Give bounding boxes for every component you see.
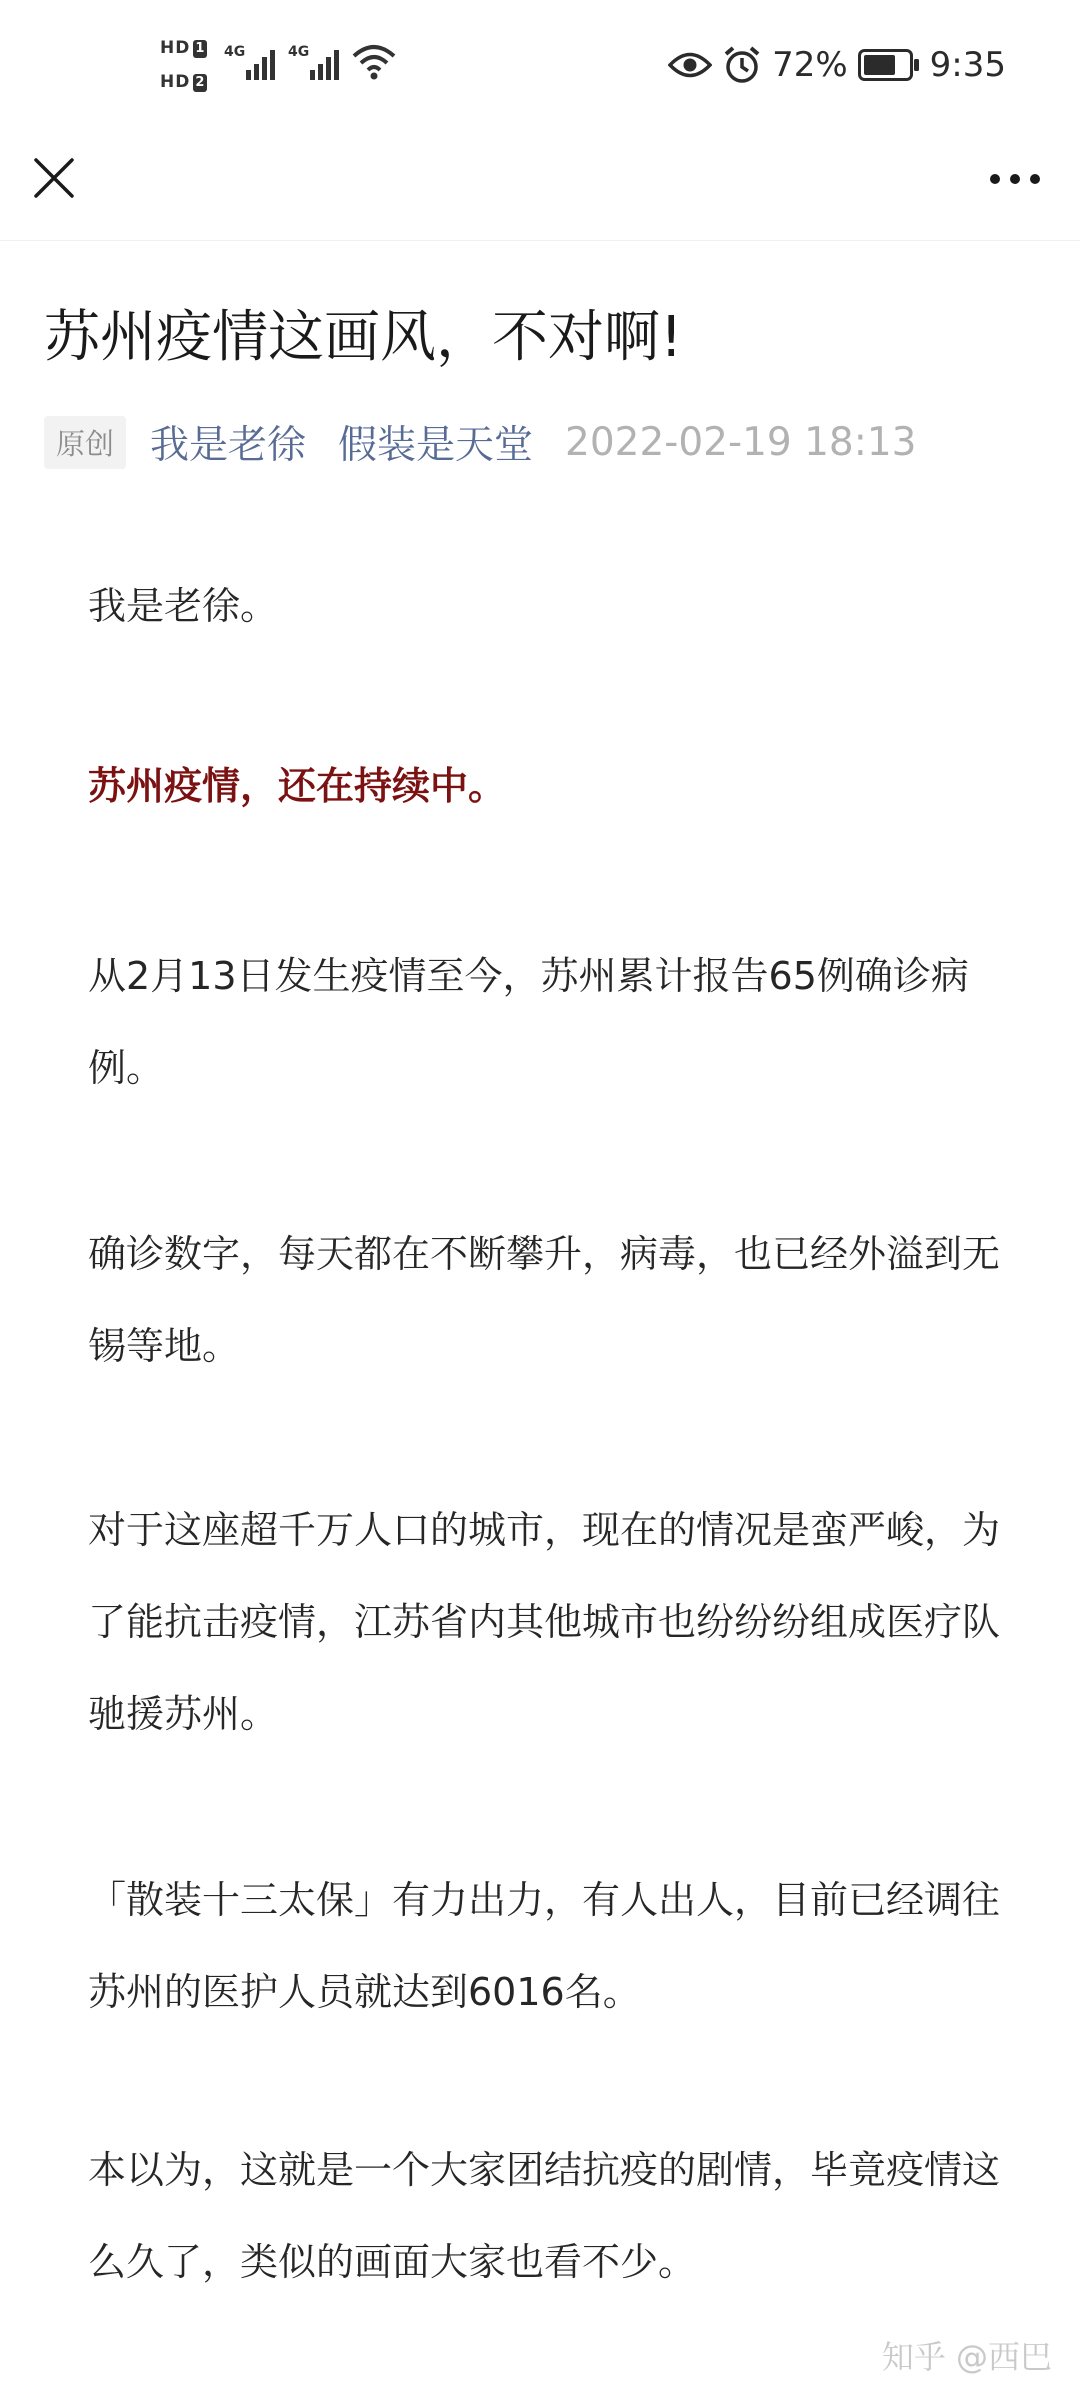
more-icon [989, 173, 1041, 185]
sim-indicators: HD 1 HD 2 4G 4G [160, 36, 400, 100]
paragraph: 「散装十三太保」有力出力，有人出人，目前已经调往苏州的医护人员就达到6016名。 [88, 1878, 1001, 2014]
paragraph: 确诊数字，每天都在不断攀升，病毒，也已经外溢到无锡等地。 [88, 1232, 1001, 1368]
battery-percent: 72% [772, 45, 848, 85]
sim2-hd-badge: HD 2 [160, 72, 206, 92]
paragraph: 对于这座超千万人口的城市，现在的情况是蛮严峻，为了能抗击疫情，江苏省内其他城市也纷纷纷组成医疗队驰援苏州。 [88, 1508, 1001, 1736]
status-right-group [668, 40, 1006, 90]
close-icon [32, 156, 76, 200]
eye-icon [668, 50, 712, 80]
highlight-paragraph: 苏州疫情，还在持续中。 [88, 764, 507, 808]
alarm-icon [722, 45, 762, 85]
paragraph: 从2月13日发生疫情至今，苏州累计报告65例确诊病例。 [88, 954, 969, 1090]
status-bar [0, 0, 1080, 130]
paragraph: 本以为，这就是一个大家团结抗疫的剧情，毕竟疫情这么久了，类似的画面大家也看不少。 [88, 2148, 1001, 2284]
article-meta [44, 412, 1054, 472]
article-title: 苏州疫情这画风，不对啊! [44, 305, 683, 370]
sim1-hd-badge: HD 1 [160, 38, 206, 58]
close-button[interactable] [28, 152, 80, 204]
zhihu-watermark: 知乎 @西巴 [881, 2338, 1052, 2376]
publish-date: 2022-02-19 18:13 [565, 419, 917, 465]
more-options-button[interactable] [980, 154, 1050, 204]
author-link[interactable]: 我是老徐 [150, 423, 307, 468]
account-link[interactable]: 假装是天堂 [338, 423, 534, 468]
paragraph: 我是老徐。 [88, 584, 279, 628]
clock-time: 9:35 [929, 45, 1006, 85]
wifi-icon [352, 42, 396, 82]
original-badge: 原创 [44, 416, 126, 469]
article-topbar [0, 130, 1080, 241]
battery-icon [858, 49, 920, 81]
